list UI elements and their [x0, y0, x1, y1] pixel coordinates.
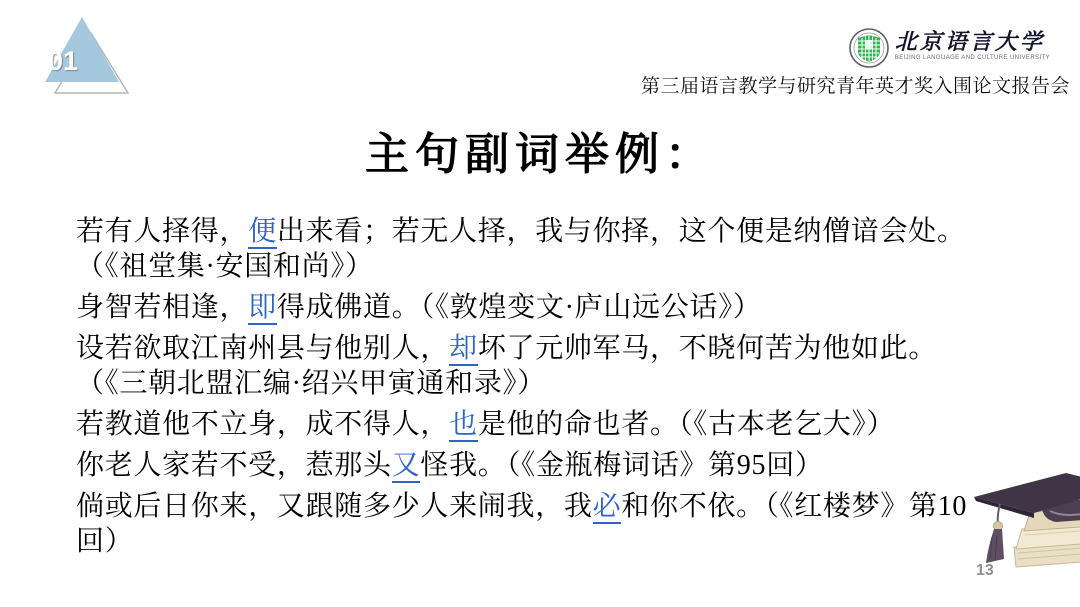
adverb-highlight: 便	[248, 216, 277, 247]
section-number-badge	[20, 10, 132, 96]
adverb-highlight: 必	[592, 491, 622, 522]
text-segment: 倘或后日你来，又跟随多少人来闹我，我	[76, 491, 593, 522]
adverb-highlight: 又	[391, 450, 421, 481]
text-segment: 若有人择得，	[76, 216, 249, 247]
example-paragraph	[76, 489, 973, 559]
badge-number: 01	[47, 46, 79, 76]
university-name-en: BEIJING LANGUAGE AND CULTURE UNIVERSITY	[894, 55, 1050, 62]
text-segment: 出来看；若无人择，我与你择，这个便是纳僧谙会处。（《祖堂集·安国和尚》）	[76, 216, 966, 282]
graduation-cap-books-image	[970, 467, 1080, 569]
text-segment: 和你不依。（《红楼梦》第10回）	[76, 491, 968, 557]
text-segment: 设若欲取江南州县与他别人，	[76, 333, 450, 364]
text-segment: 是他的命也者。（《古本老乞大》）	[477, 409, 896, 440]
adverb-highlight: 也	[449, 409, 478, 440]
example-paragraph	[76, 290, 973, 325]
page-number: 13	[976, 562, 994, 579]
example-paragraph	[76, 214, 973, 284]
adverb-highlight: 即	[248, 292, 277, 323]
text-segment: 若教道他不立身，成不得人，	[76, 409, 450, 440]
text-segment: 你老人家若不受，惹那头	[76, 450, 392, 481]
university-name: 北京语言大学	[894, 29, 1045, 54]
example-paragraph	[76, 331, 973, 401]
example-paragraph	[76, 407, 973, 442]
adverb-highlight: 却	[449, 333, 478, 364]
text-segment: 怪我。（《金瓶梅词话》第95回）	[420, 450, 824, 481]
text-segment: 坏了元帅军马，不晓何苦为他如此。（《三朝北盟汇编·绍兴甲寅通和录》）	[76, 333, 938, 399]
text-segment: 身智若相逢，	[76, 292, 249, 323]
event-title: 第三届语言教学与研究青年英才奖入围论文报告会	[640, 76, 1070, 97]
slide-title: 主句副词举例：	[365, 130, 715, 179]
slide-header	[632, 28, 1072, 98]
body-text	[76, 214, 973, 565]
text-segment: 得成佛道。（《敦煌变文·庐山远公话》）	[276, 292, 762, 323]
blcu-seal-logo	[849, 28, 889, 68]
example-paragraph	[76, 448, 973, 483]
